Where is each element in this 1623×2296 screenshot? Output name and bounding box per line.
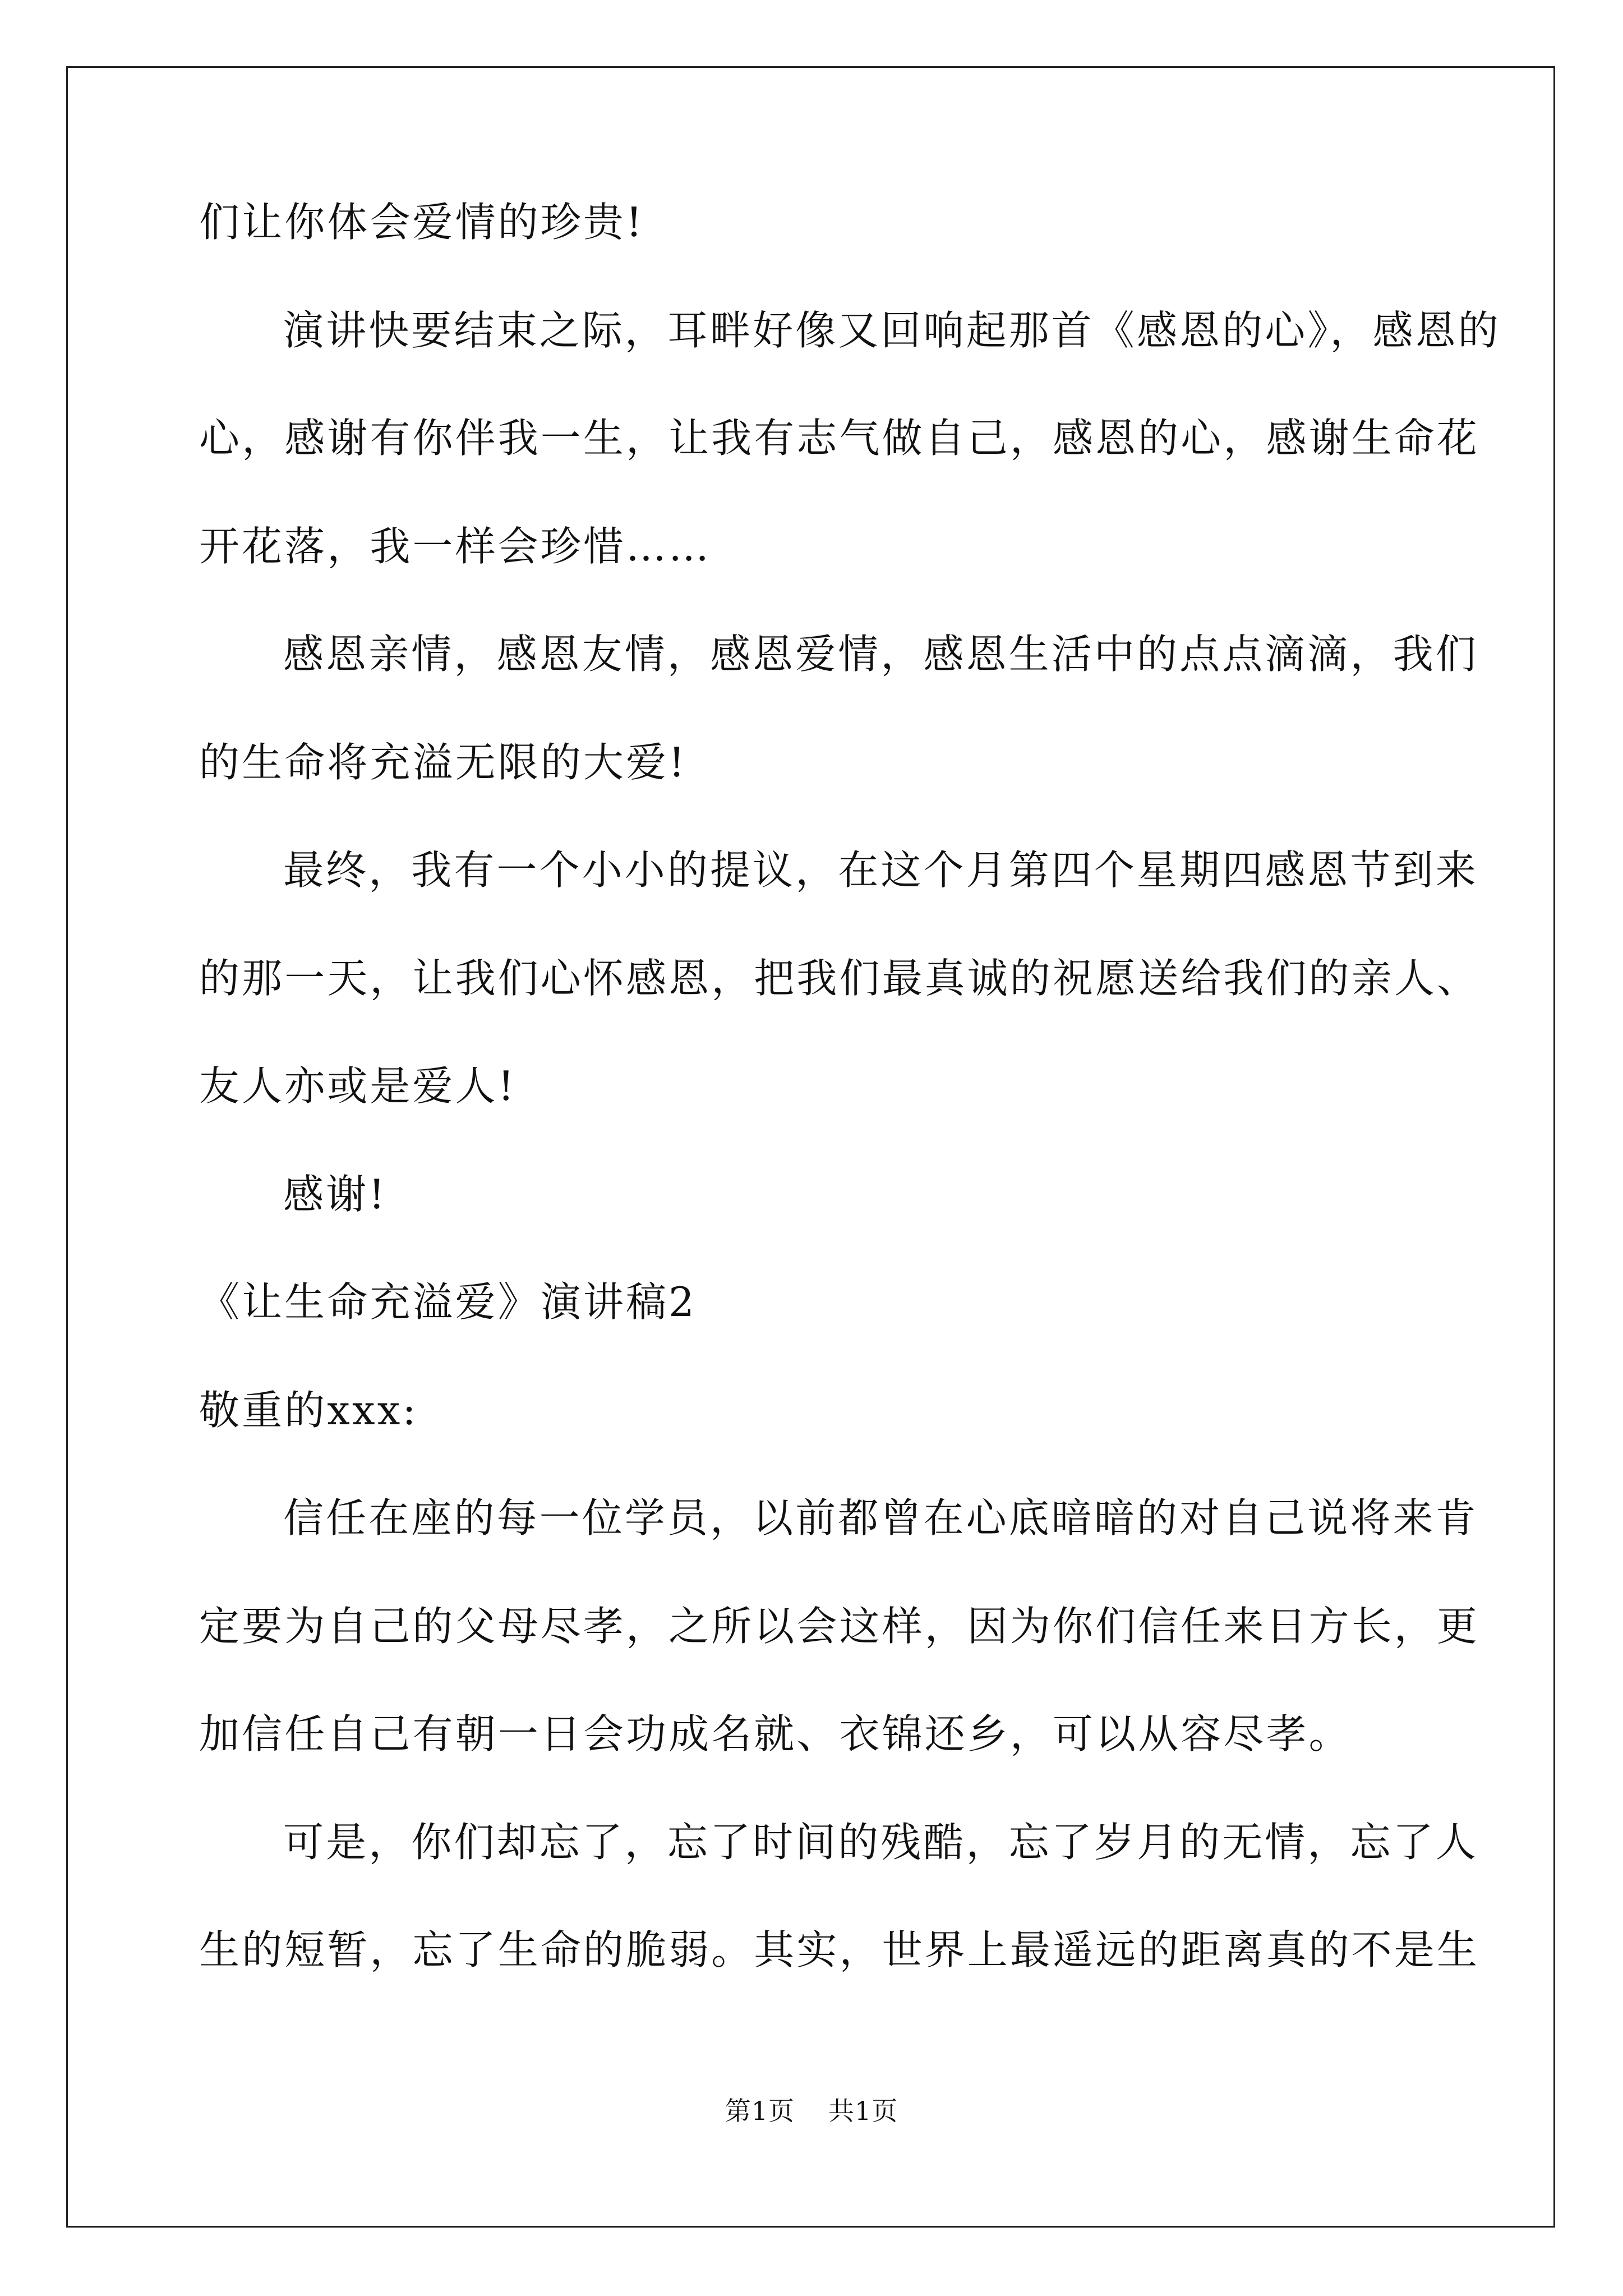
text-line: 的那一天，让我们心怀感恩，把我们最真诚的祝愿送给我们的亲人、 — [199, 954, 1480, 1002]
text-line: 敬重的xxx: — [199, 1386, 418, 1434]
text-line: 感谢! — [283, 1170, 388, 1218]
text-line: 信任在座的每一位学员，以前都曾在心底暗暗的对自己说将来肯 — [283, 1494, 1478, 1542]
text-line: 友人亦或是爱人! — [199, 1062, 517, 1110]
text-line: 可是，你们却忘了，忘了时间的残酷，忘了岁月的无情，忘了人 — [283, 1818, 1478, 1866]
text-line: 心，感谢有你伴我一生，让我有志气做自己，感恩的心，感谢生命花 — [199, 415, 1480, 462]
page-footer — [0, 2098, 1623, 2124]
text-line: 加信任自己有朝一日会功成名就、衣锦还乡，可以从容尽孝。 — [199, 1710, 1352, 1757]
page-total: 共1页 — [828, 2096, 898, 2126]
text-line: 定要为自己的父母尽孝，之所以会这样，因为你们信任来日方长，更 — [199, 1602, 1480, 1650]
text-line: 开花落，我一样会珍惜…… — [199, 522, 712, 570]
text-line: 演讲快要结束之际，耳畔好像又回响起那首《感恩的心》，感恩的 — [283, 306, 1501, 354]
text-line: 感恩亲情，感恩友情，感恩爱情，感恩生活中的点点滴滴，我们 — [283, 631, 1478, 678]
text-line: 生的短暂，忘了生命的脆弱。其实，世界上最遥远的距离真的不是生 — [199, 1926, 1480, 1973]
document-body — [199, 199, 1501, 2038]
text-line: 的生命将充溢无限的大爱! — [199, 738, 688, 786]
text-line: 最终，我有一个小小的提议，在这个月第四个星期四感恩节到来 — [283, 846, 1478, 894]
text-line: 们让你体会爱情的珍贵! — [199, 199, 645, 246]
page-number: 第1页 — [725, 2096, 795, 2126]
text-line: 《让生命充溢爱》演讲稿2 — [199, 1278, 697, 1326]
